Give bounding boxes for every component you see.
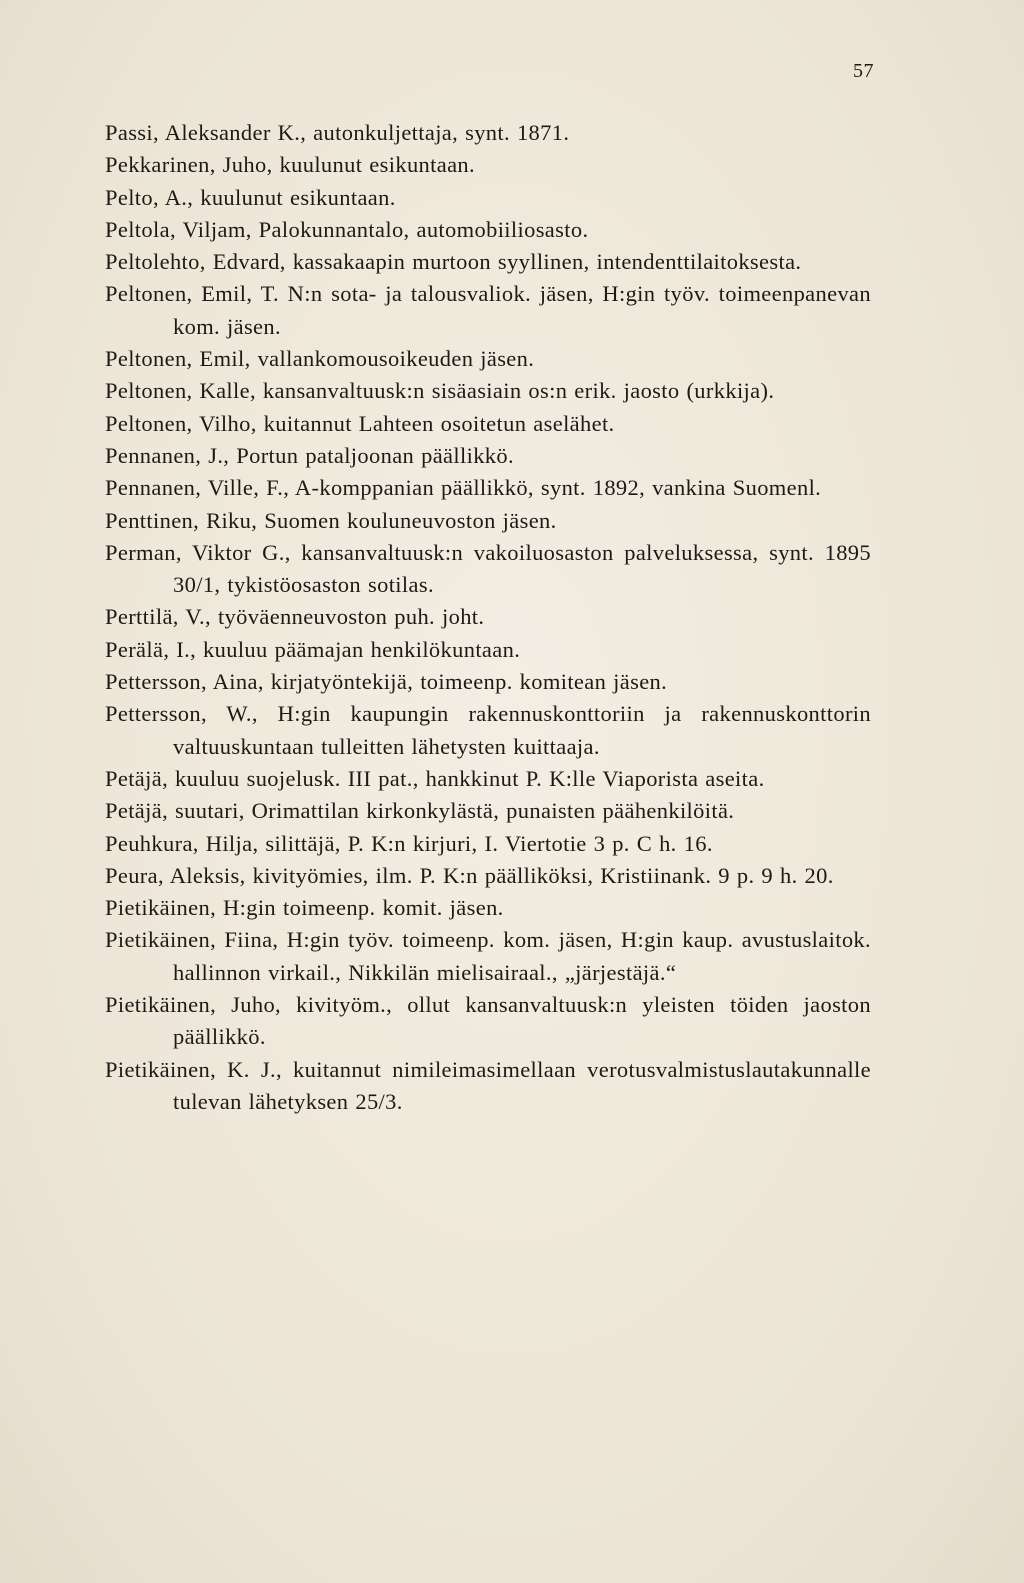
list-item: Pettersson, Aina, kirjatyöntekijä, toimeenp. komitean jäsen. (105, 669, 668, 695)
list-item: Pietikäinen, Fiina, H:gin työv. toimeenp. kom. jäsen, H:gin kaup. avustuslaitok. hallinnon virkail., Nikkilän mielisairaal., „järjestäjä.“ (105, 927, 871, 985)
list-item: Petäjä, kuuluu suojelusk. III pat., hankkinut P. K:lle Viaporista aseita. (105, 765, 765, 791)
list-item: Peltolehto, Edvard, kassakaapin murtoon syyllinen, intendenttilaitoksesta. (105, 249, 802, 275)
list-item: Pennanen, J., Portun pataljoonan päällikkö. (105, 442, 514, 468)
list-item: Pietikäinen, H:gin toimeenp. komit. jäsen. (105, 895, 504, 921)
list-item: Pietikäinen, K. J., kuitannut nimileimasimellaan verotusvalmistuslautakunnalle tulevan lähetyksen 25/3. (105, 1056, 871, 1114)
list-item: Peuhkura, Hilja, silittäjä, P. K:n kirjuri, I. Viertotie 3 p. C h. 16. (105, 830, 713, 856)
list-item: Pennanen, Ville, F., A-komppanian päällikkö, synt. 1892, vankina Suomenl. (105, 475, 822, 501)
page-number: 57 (853, 60, 874, 82)
list-item: Passi, Aleksander K., autonkuljettaja, synt. 1871. (105, 120, 570, 145)
list-item: Pekkarinen, Juho, kuulunut esikuntaan. (105, 152, 475, 178)
list-item: Penttinen, Riku, Suomen kouluneuvoston jäsen. (105, 507, 557, 533)
list-item: Peltonen, Emil, vallankomousoikeuden jäsen. (105, 346, 535, 372)
list-item: Peltonen, Emil, T. N:n sota- ja talousvaliok. jäsen, H:gin työv. toimeenpanevan kom. jäsen. (105, 281, 871, 339)
list-item: Peura, Aleksis, kivityömies, ilm. P. K:n päälliköksi, Kristiinank. 9 p. 9 h. 20. (105, 862, 834, 888)
list-item: Pettersson, W., H:gin kaupungin rakennuskonttoriin ja rakennuskonttorin valtuuskuntaan tulleitten lähetysten kuittaaja. (105, 701, 871, 759)
entry-list (105, 117, 871, 1118)
list-item: Pelto, A., kuulunut esikuntaan. (105, 184, 396, 210)
list-item: Perman, Viktor G., kansanvaltuusk:n vakoiluosaston palveluksessa, synt. 1895 30/1, tykistöosaston sotilas. (105, 539, 871, 598)
list-item: Petäjä, suutari, Orimattilan kirkonkylästä, punaisten päähenkilöitä. (105, 798, 735, 824)
list-item: Peltonen, Kalle, kansanvaltuusk:n sisäasiain os:n erik. jaosto (urkkija). (105, 378, 775, 404)
list-item: Pietikäinen, Juho, kivityöm., ollut kansanvaltuusk:n yleisten töiden jaoston päällikkö. (105, 992, 871, 1050)
list-item: Peltola, Viljam, Palokunnantalo, automobiiliosasto. (105, 216, 589, 242)
list-item: Perttilä, V., työväenneuvoston puh. joht. (105, 604, 485, 630)
list-item: Perälä, I., kuuluu päämajan henkilökuntaan. (105, 636, 521, 662)
list-item: Peltonen, Vilho, kuitannut Lahteen osoitetun aselähet. (105, 410, 615, 436)
